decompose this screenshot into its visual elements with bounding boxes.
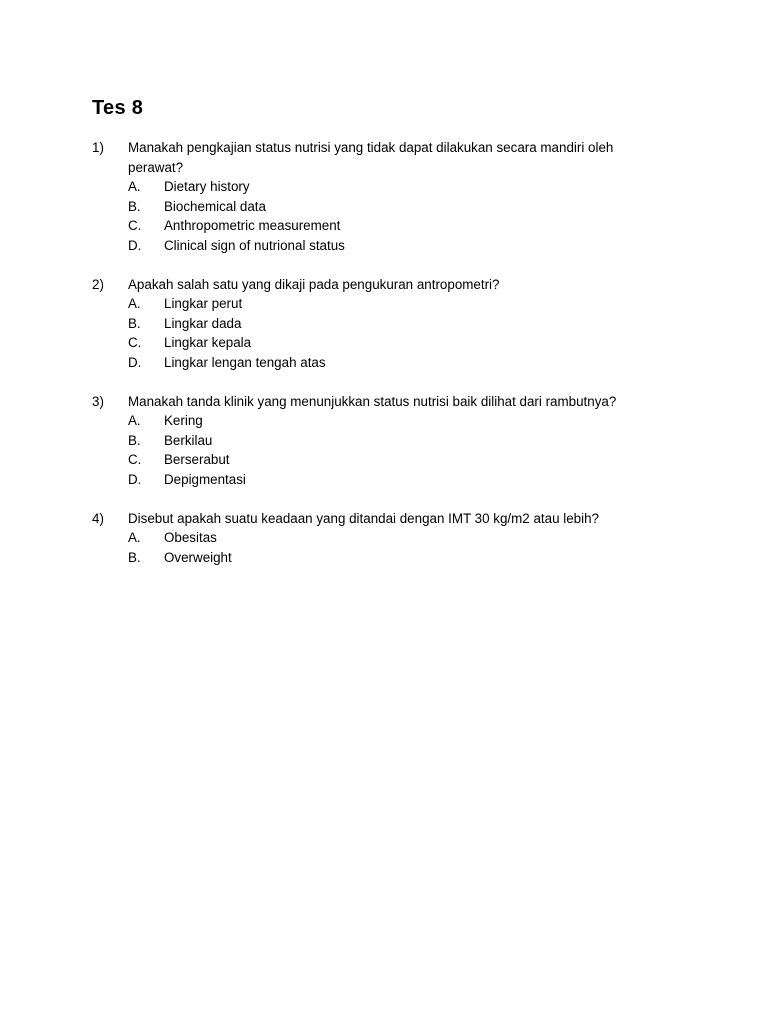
question-text: Disebut apakah suatu keadaan yang ditandai dengan IMT 30 kg/m2 atau lebih? <box>128 510 599 526</box>
option-letter: C. <box>128 335 142 350</box>
question-row <box>92 275 672 295</box>
answer-option <box>92 177 672 197</box>
answer-option <box>92 216 672 236</box>
question-text: Manakah tanda klinik yang menunjukkan status nutrisi baik dilihat dari rambutnya? <box>128 393 617 409</box>
answer-option <box>92 197 672 217</box>
option-text: Anthropometric measurement <box>164 218 341 233</box>
question-row <box>92 138 672 177</box>
question-list <box>92 138 672 587</box>
option-letter: B. <box>128 432 141 448</box>
option-text: Berserabut <box>164 452 230 467</box>
option-letter: A. <box>128 530 141 545</box>
answer-option <box>92 353 672 373</box>
answer-option <box>92 470 672 490</box>
option-text: Clinical sign of nutrional status <box>164 237 345 253</box>
question-item <box>92 138 672 255</box>
option-text: Overweight <box>164 549 232 565</box>
question-number: 4) <box>92 510 104 526</box>
answer-option <box>92 450 672 470</box>
page-title: Tes 8 <box>92 97 144 119</box>
option-letter: A. <box>128 413 141 428</box>
answer-option <box>92 528 672 548</box>
question-row <box>92 509 672 529</box>
option-text: Lingkar dada <box>164 315 242 331</box>
answer-option <box>92 314 672 334</box>
question-item <box>92 509 672 568</box>
question-text: Manakah pengkajian status nutrisi yang tidak dapat dilakukan secara mandiri oleh perawat? <box>128 140 614 175</box>
option-letter: D. <box>128 354 142 370</box>
option-letter: B. <box>128 315 141 331</box>
option-text: Biochemical data <box>164 198 266 214</box>
question-item <box>92 275 672 373</box>
question-number: 1) <box>92 140 104 155</box>
option-text: Lingkar perut <box>164 296 243 311</box>
question-row <box>92 392 672 412</box>
option-letter: C. <box>128 218 142 233</box>
option-text: Kering <box>164 413 203 428</box>
question-number: 3) <box>92 393 104 409</box>
answer-option <box>92 333 672 353</box>
answer-option <box>92 431 672 451</box>
option-letter: B. <box>128 549 141 565</box>
option-letter: A. <box>128 296 141 311</box>
option-letter: C. <box>128 452 142 467</box>
question-text: Apakah salah satu yang dikaji pada pengukuran antropometri? <box>128 276 500 292</box>
option-text: Depigmentasi <box>164 471 246 487</box>
option-text: Berkilau <box>164 432 213 448</box>
option-letter: B. <box>128 198 141 214</box>
option-letter: D. <box>128 237 142 253</box>
answer-option <box>92 411 672 431</box>
answer-option <box>92 548 672 568</box>
answer-option <box>92 294 672 314</box>
answer-option <box>92 236 672 256</box>
question-number: 2) <box>92 276 104 292</box>
option-text: Lingkar kepala <box>164 335 252 350</box>
option-text: Lingkar lengan tengah atas <box>164 354 326 370</box>
option-letter: D. <box>128 471 142 487</box>
option-text: Dietary history <box>164 179 250 194</box>
option-text: Obesitas <box>164 530 217 545</box>
option-letter: A. <box>128 179 141 194</box>
question-item <box>92 392 672 490</box>
